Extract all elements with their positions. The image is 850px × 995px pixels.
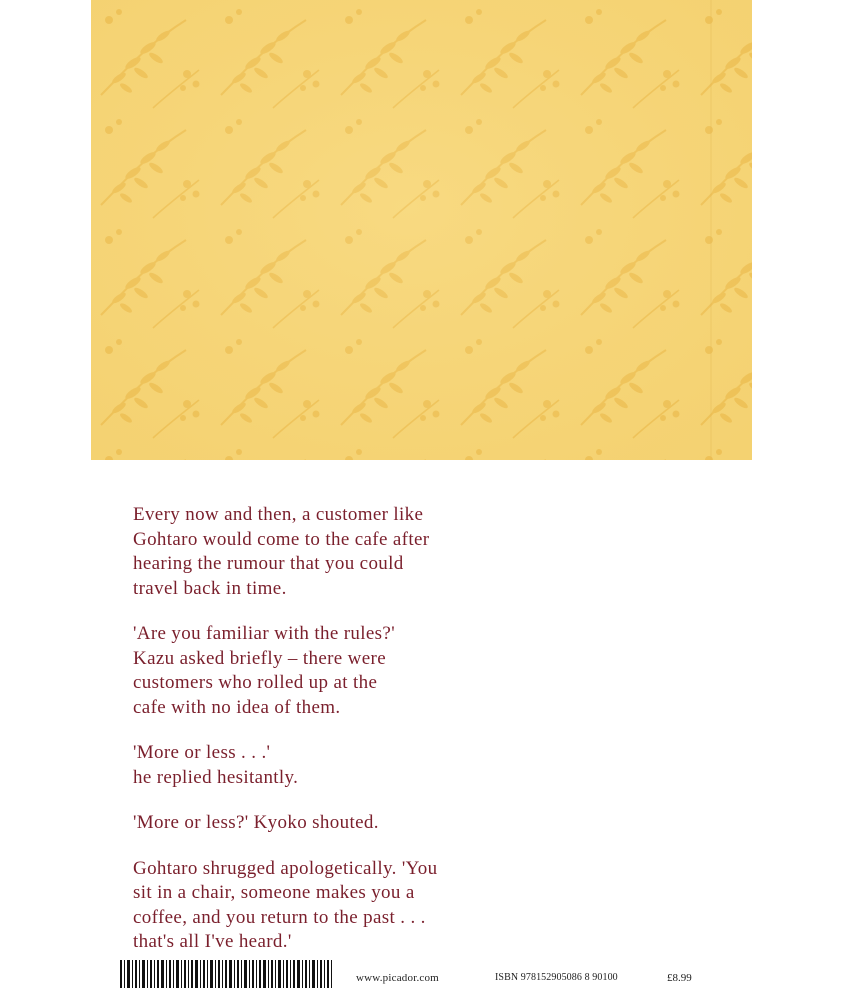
publisher-website[interactable]: www.picador.com [356, 972, 439, 984]
paragraph-1: Every now and then, a customer like Gohtaro would come to the cafe after hearing the rumour that you could travel back in time. [133, 504, 430, 599]
publisher-footer [120, 960, 760, 990]
leaf-pattern-panel [91, 0, 752, 460]
book-price: £8.99 [667, 972, 692, 984]
paragraph-3: 'More or less . . .' he replied hesitantly. [133, 742, 299, 788]
body-copy [133, 503, 563, 976]
leaf-pattern-icon [91, 0, 752, 460]
paragraph-2: 'Are you familiar with the rules?' Kazu asked briefly – there were customers who rolled up at the cafe with no idea of them. [133, 623, 395, 718]
paragraph-5: Gohtaro shrugged apologetically. 'You sit in a chair, someone makes you a coffee, and you return to the past . . . that's all I've heard.' [133, 857, 438, 952]
barcode-icon [120, 960, 332, 988]
paragraph-4: 'More or less?' Kyoko shouted. [133, 812, 379, 833]
isbn-number: ISBN 978152905086 8 90100 [495, 972, 618, 983]
